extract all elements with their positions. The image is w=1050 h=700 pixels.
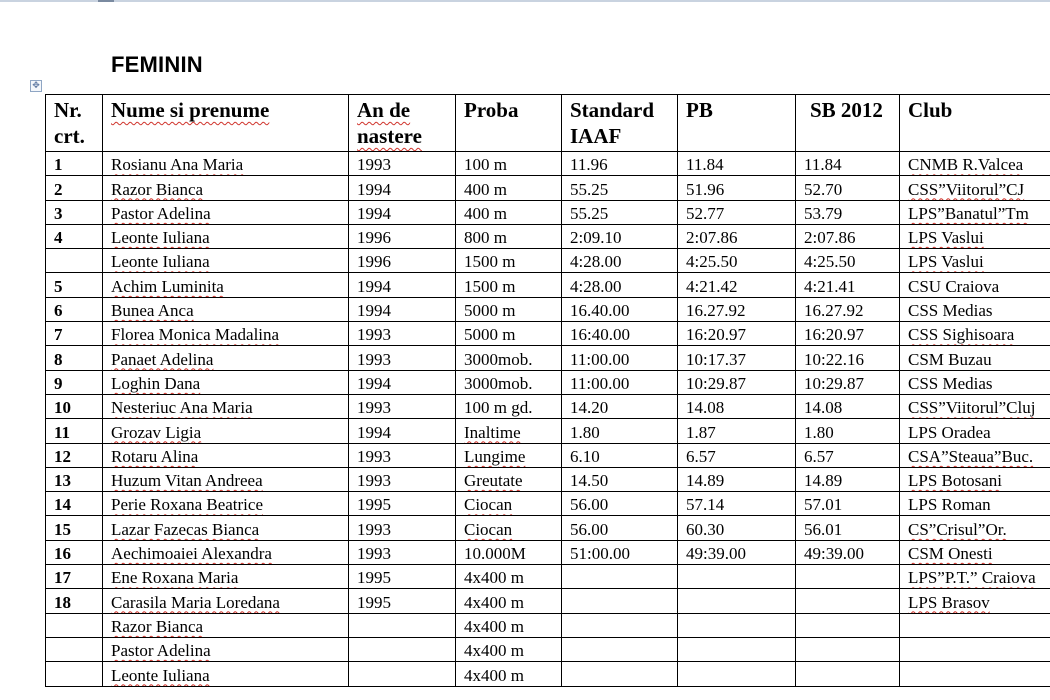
cell-year: 1993	[349, 322, 456, 346]
cell-standard	[562, 637, 678, 661]
cell-standard: 16:40.00	[562, 322, 678, 346]
cell-event: 5000 m	[456, 297, 562, 321]
cell-sb: 16:20.97	[796, 322, 900, 346]
cell-standard: 55.25	[562, 200, 678, 224]
cell-sb: 10:22.16	[796, 346, 900, 370]
cell-pb: 10:29.87	[678, 370, 796, 394]
cell-sb	[796, 662, 900, 686]
table-row	[46, 419, 1050, 443]
cell-event: 100 m	[456, 152, 562, 176]
cell-club-text: LPS Vaslui	[908, 252, 984, 272]
cell-name-text: Razor Bianca	[111, 179, 204, 199]
header-pb: PB	[678, 95, 796, 152]
cell-pb	[678, 613, 796, 637]
cell-club	[900, 589, 1050, 613]
cell-pb: 57.14	[678, 492, 796, 516]
cell-nr: 4	[46, 224, 103, 248]
cell-pb: 2:07.86	[678, 224, 796, 248]
cell-club	[900, 662, 1050, 686]
cell-sb: 16.27.92	[796, 297, 900, 321]
cell-name	[103, 176, 349, 200]
cell-sb: 57.01	[796, 492, 900, 516]
cell-name-text: Pastor Adelina	[111, 203, 211, 223]
table-row	[46, 297, 1050, 321]
table-row	[46, 637, 1050, 661]
cell-club-text: LPS Brasov	[908, 592, 990, 612]
cell-sb: 14.08	[796, 394, 900, 418]
cell-event-text: Ciocan	[464, 495, 513, 515]
cell-pb: 4:25.50	[678, 249, 796, 273]
cell-year: 1993	[349, 152, 456, 176]
cell-event: 4x400 m	[456, 637, 562, 661]
cell-nr: 1	[46, 152, 103, 176]
cell-pb: 16:20.97	[678, 322, 796, 346]
cell-sb: 49:39.00	[796, 540, 900, 564]
cell-pb: 1.87	[678, 419, 796, 443]
cell-standard	[562, 613, 678, 637]
cell-club: CSS Medias	[900, 297, 1050, 321]
cell-club-text: CSS”Viitorul”CJ	[908, 179, 1025, 199]
cell-name-text: Ene Roxana Maria	[111, 568, 239, 588]
cell-nr	[46, 662, 103, 686]
cell-club	[900, 176, 1050, 200]
header-nr: Nr. crt.	[46, 95, 103, 152]
cell-name	[103, 419, 349, 443]
cell-sb: 14.89	[796, 467, 900, 491]
header-name-label: Nume si prenume	[111, 98, 270, 122]
cell-standard: 11:00.00	[562, 370, 678, 394]
header-club: Club	[900, 95, 1050, 152]
cell-year: 1993	[349, 443, 456, 467]
cell-club-text: CSS”Viitorul”Cluj	[908, 398, 1036, 418]
cell-year: 1994	[349, 297, 456, 321]
cell-club-text: CSS Sighisoara	[908, 325, 1015, 345]
cell-pb	[678, 637, 796, 661]
cell-name	[103, 516, 349, 540]
cell-nr: 10	[46, 394, 103, 418]
cell-name-text: Panaet Adelina	[111, 349, 214, 369]
cell-year: 1993	[349, 467, 456, 491]
cell-club	[900, 516, 1050, 540]
cell-name	[103, 200, 349, 224]
cell-name-text: Razor Bianca	[111, 616, 204, 636]
cell-name	[103, 467, 349, 491]
cell-pb: 14.89	[678, 467, 796, 491]
cell-standard: 11.96	[562, 152, 678, 176]
cell-pb: 11.84	[678, 152, 796, 176]
cell-year: 1994	[349, 419, 456, 443]
header-name	[103, 95, 349, 152]
cell-club-text: CNMB R.Valcea	[908, 155, 1024, 175]
cell-name	[103, 346, 349, 370]
cell-pb	[678, 589, 796, 613]
cell-name-text: Loghin Dana	[111, 373, 201, 393]
cell-year: 1994	[349, 273, 456, 297]
cell-year: 1994	[349, 200, 456, 224]
cell-event: 5000 m	[456, 322, 562, 346]
cell-nr: 7	[46, 322, 103, 346]
cell-event	[456, 467, 562, 491]
cell-sb: 1.80	[796, 419, 900, 443]
header-standard: Standard IAAF	[562, 95, 678, 152]
cell-standard	[562, 662, 678, 686]
cell-name-text: Florea Monica Madalina	[111, 325, 280, 345]
cell-standard: 2:09.10	[562, 224, 678, 248]
table-row	[46, 492, 1050, 516]
cell-club	[900, 613, 1050, 637]
table-row	[46, 249, 1050, 273]
cell-club: CSS Medias	[900, 370, 1050, 394]
table-row	[46, 152, 1050, 176]
cell-standard: 55.25	[562, 176, 678, 200]
page-title: FEMININ	[111, 52, 203, 77]
cell-year: 1995	[349, 492, 456, 516]
cell-club	[900, 565, 1050, 589]
cell-standard: 1.80	[562, 419, 678, 443]
ruler-marker	[98, 0, 114, 2]
cell-club	[900, 637, 1050, 661]
table-row	[46, 394, 1050, 418]
cell-event-text: Inaltime	[464, 422, 521, 442]
cell-sb: 56.01	[796, 516, 900, 540]
cell-year: 1994	[349, 370, 456, 394]
cell-name-text: Huzum Vitan Andreea	[111, 471, 263, 491]
cell-event: 4x400 m	[456, 613, 562, 637]
cell-name	[103, 370, 349, 394]
cell-year: 1993	[349, 394, 456, 418]
cell-event: 400 m	[456, 176, 562, 200]
cell-club	[900, 540, 1050, 564]
athletes-table	[45, 94, 1050, 687]
table-row	[46, 224, 1050, 248]
cell-sb: 53.79	[796, 200, 900, 224]
cell-standard: 14.20	[562, 394, 678, 418]
cell-name	[103, 443, 349, 467]
cell-club	[900, 224, 1050, 248]
cell-year: 1995	[349, 565, 456, 589]
cell-event: 3000mob.	[456, 346, 562, 370]
cell-club: LPS Oradea	[900, 419, 1050, 443]
cell-event	[456, 443, 562, 467]
cell-event: 10.000M	[456, 540, 562, 564]
cell-club	[900, 394, 1050, 418]
cell-club-text: LPS”Banatul”Tm	[908, 203, 1029, 223]
cell-club	[900, 152, 1050, 176]
cell-name	[103, 662, 349, 686]
cell-standard	[562, 589, 678, 613]
table-row	[46, 200, 1050, 224]
cell-name	[103, 224, 349, 248]
cell-name-text: Aechimoaiei Alexandra	[111, 544, 272, 564]
cell-pb: 10:17.37	[678, 346, 796, 370]
cell-name-text: Achim Luminita	[111, 276, 224, 296]
table-row	[46, 613, 1050, 637]
cell-club: CSU Craiova	[900, 273, 1050, 297]
cell-pb	[678, 662, 796, 686]
cell-name	[103, 492, 349, 516]
cell-event: 800 m	[456, 224, 562, 248]
cell-event	[456, 492, 562, 516]
cell-nr: 16	[46, 540, 103, 564]
cell-year: 1995	[349, 589, 456, 613]
cell-sb: 4:21.41	[796, 273, 900, 297]
cell-year	[349, 613, 456, 637]
cell-pb: 16.27.92	[678, 297, 796, 321]
cell-sb	[796, 637, 900, 661]
table-row	[46, 346, 1050, 370]
table-header-row	[46, 95, 1050, 152]
table-row	[46, 443, 1050, 467]
cell-club	[900, 249, 1050, 273]
cell-name-text: Bunea Anca	[111, 301, 194, 321]
cell-event	[456, 419, 562, 443]
cell-standard: 16.40.00	[562, 297, 678, 321]
cell-event-text: Lungime	[464, 446, 526, 466]
cell-name	[103, 565, 349, 589]
cell-event: 1500 m	[456, 249, 562, 273]
cell-event: 4x400 m	[456, 589, 562, 613]
cell-club	[900, 443, 1050, 467]
cell-club-text: LPS Botosani	[908, 471, 1002, 491]
cell-name-text: Lazar Fazecas Bianca	[111, 519, 260, 539]
cell-sb: 6.57	[796, 443, 900, 467]
cell-name-text: Leonte Iuliana	[111, 665, 210, 685]
cell-name-text: Rotaru Alina	[111, 446, 199, 466]
cell-event: 4x400 m	[456, 662, 562, 686]
cell-nr	[46, 637, 103, 661]
cell-name-text: Perie Roxana Beatrice	[111, 495, 263, 515]
cell-pb: 60.30	[678, 516, 796, 540]
cell-club-text: LPS Vaslui	[908, 228, 984, 248]
cell-pb: 4:21.42	[678, 273, 796, 297]
table-row	[46, 176, 1050, 200]
cell-name	[103, 540, 349, 564]
cell-sb: 4:25.50	[796, 249, 900, 273]
cell-year	[349, 637, 456, 661]
cell-standard	[562, 565, 678, 589]
cell-year: 1994	[349, 176, 456, 200]
table-move-handle-icon[interactable]: ✥	[30, 80, 42, 92]
cell-nr: 12	[46, 443, 103, 467]
cell-event	[456, 516, 562, 540]
cell-event-text: Ciocan	[464, 519, 513, 539]
cell-name	[103, 394, 349, 418]
cell-sb	[796, 613, 900, 637]
cell-nr: 11	[46, 419, 103, 443]
header-year-label: An de nastere	[357, 98, 422, 148]
cell-year	[349, 662, 456, 686]
cell-event: 400 m	[456, 200, 562, 224]
cell-pb: 49:39.00	[678, 540, 796, 564]
cell-standard: 51:00.00	[562, 540, 678, 564]
cell-name-text: Nesteriuc Ana Maria	[111, 398, 253, 418]
cell-name	[103, 273, 349, 297]
cell-name-text: Carasila Maria Loredana	[111, 592, 280, 612]
cell-name-text: Rosianu Ana Maria	[111, 155, 244, 175]
cell-nr	[46, 613, 103, 637]
cell-sb	[796, 565, 900, 589]
cell-year: 1996	[349, 224, 456, 248]
cell-name	[103, 613, 349, 637]
cell-standard: 11:00.00	[562, 346, 678, 370]
cell-nr: 13	[46, 467, 103, 491]
cell-standard: 56.00	[562, 492, 678, 516]
cell-club: LPS Roman	[900, 492, 1050, 516]
cell-nr: 5	[46, 273, 103, 297]
cell-event: 100 m gd.	[456, 394, 562, 418]
cell-name	[103, 249, 349, 273]
cell-name-text: Leonte Iuliana	[111, 252, 210, 272]
cell-event: 4x400 m	[456, 565, 562, 589]
cell-sb: 11.84	[796, 152, 900, 176]
cell-event: 3000mob.	[456, 370, 562, 394]
cell-club-text: CSA”Steaua”Buc.	[908, 446, 1034, 466]
cell-year: 1993	[349, 516, 456, 540]
cell-standard: 6.10	[562, 443, 678, 467]
cell-club	[900, 467, 1050, 491]
table-row	[46, 565, 1050, 589]
table-row	[46, 370, 1050, 394]
table-row	[46, 589, 1050, 613]
table-row	[46, 540, 1050, 564]
cell-name	[103, 637, 349, 661]
cell-year: 1993	[349, 346, 456, 370]
cell-name	[103, 322, 349, 346]
cell-club	[900, 322, 1050, 346]
cell-club-text: LPS”P.T.” Craiova	[908, 568, 1036, 588]
cell-nr: 15	[46, 516, 103, 540]
cell-event-text: Greutate	[464, 471, 523, 491]
cell-pb	[678, 565, 796, 589]
cell-pb: 51.96	[678, 176, 796, 200]
cell-year: 1996	[349, 249, 456, 273]
cell-nr: 18	[46, 589, 103, 613]
table-row	[46, 467, 1050, 491]
cell-standard: 4:28.00	[562, 273, 678, 297]
table-row	[46, 516, 1050, 540]
cell-sb: 52.70	[796, 176, 900, 200]
cell-pb: 14.08	[678, 394, 796, 418]
cell-club	[900, 200, 1050, 224]
cell-standard: 56.00	[562, 516, 678, 540]
cell-year: 1993	[349, 540, 456, 564]
cell-club: CSM Buzau	[900, 346, 1050, 370]
cell-standard: 4:28.00	[562, 249, 678, 273]
cell-name	[103, 589, 349, 613]
cell-standard: 14.50	[562, 467, 678, 491]
table-row	[46, 273, 1050, 297]
table-row	[46, 322, 1050, 346]
cell-nr: 8	[46, 346, 103, 370]
cell-pb: 52.77	[678, 200, 796, 224]
cell-sb: 2:07.86	[796, 224, 900, 248]
cell-name-text: Leonte Iuliana	[111, 228, 210, 248]
cell-pb: 6.57	[678, 443, 796, 467]
cell-club-text: CSM Onesti	[908, 544, 993, 564]
cell-nr: 6	[46, 297, 103, 321]
header-year	[349, 95, 456, 152]
cell-nr: 3	[46, 200, 103, 224]
cell-nr: 14	[46, 492, 103, 516]
cell-sb	[796, 589, 900, 613]
table-row	[46, 662, 1050, 686]
cell-name	[103, 297, 349, 321]
cell-nr: 9	[46, 370, 103, 394]
cell-name	[103, 152, 349, 176]
header-event: Proba	[456, 95, 562, 152]
cell-name-text: Grozav Ligia	[111, 422, 202, 442]
page-top-edge	[0, 0, 1050, 2]
cell-club-text: CS”Crisul”Or.	[908, 519, 1007, 539]
cell-name-text: Pastor Adelina	[111, 641, 211, 661]
cell-nr	[46, 249, 103, 273]
cell-event: 1500 m	[456, 273, 562, 297]
cell-nr: 2	[46, 176, 103, 200]
cell-nr: 17	[46, 565, 103, 589]
header-sb: SB 2012	[796, 95, 900, 152]
cell-sb: 10:29.87	[796, 370, 900, 394]
